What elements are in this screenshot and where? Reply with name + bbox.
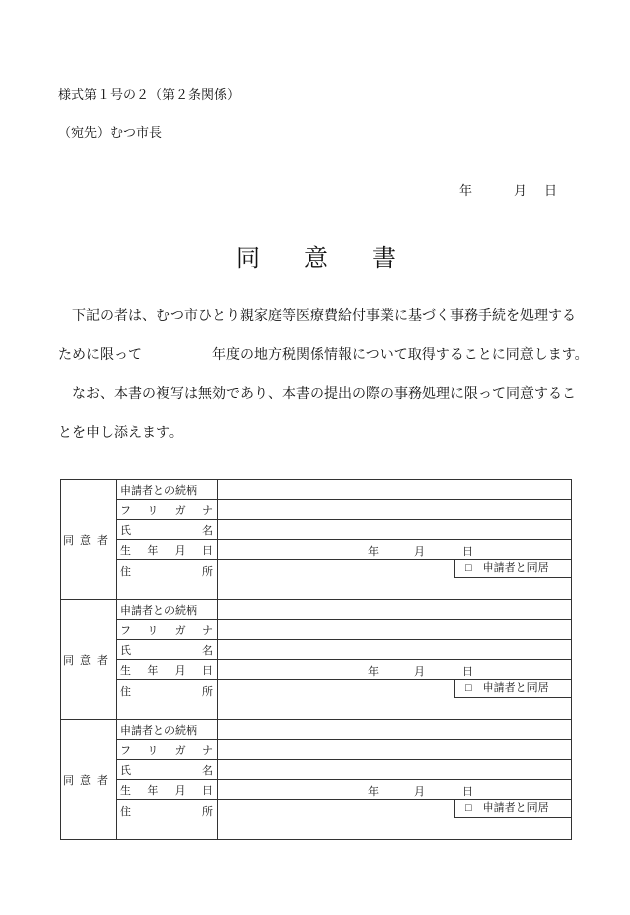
- label-char: リ: [147, 624, 159, 637]
- furigana-label: [117, 740, 218, 760]
- address-label: [117, 800, 218, 840]
- birthdate-label: [117, 660, 218, 680]
- label-char: 氏: [120, 524, 131, 537]
- label-char: フ: [120, 504, 131, 517]
- furigana-field[interactable]: [218, 620, 572, 640]
- body-line: ために限って 年度の地方税関係情報について取得することに同意します。: [58, 348, 589, 363]
- label-char: リ: [147, 504, 159, 517]
- consenter-block: [61, 720, 572, 740]
- label-char: 日: [201, 544, 213, 557]
- label-char: 年: [147, 664, 159, 677]
- relation-field[interactable]: [218, 600, 572, 620]
- birth-day-unit: 日: [462, 546, 473, 558]
- label-char: 氏: [120, 764, 131, 777]
- relation-label: 申請者との続柄: [117, 720, 218, 740]
- same-household-checkbox[interactable]: □ 申請者と同居: [454, 559, 572, 578]
- birthdate-field[interactable]: [218, 540, 572, 560]
- label-char: 名: [202, 764, 213, 777]
- date-year: 年: [459, 183, 473, 198]
- label-char: 氏: [120, 644, 131, 657]
- label-char: 名: [202, 644, 213, 657]
- group-label: 同意者: [61, 600, 117, 720]
- address-label: [117, 680, 218, 720]
- label-char: ガ: [174, 624, 186, 637]
- birth-month-unit: 月: [414, 666, 425, 678]
- name-field[interactable]: [218, 640, 572, 660]
- relation-field[interactable]: [218, 480, 572, 500]
- address-field[interactable]: [218, 560, 572, 600]
- body-line: 下記の者は、むつ市ひとり親家庭等医療費給付事業に基づく事務手続を処理する: [72, 309, 576, 324]
- label-char: 名: [202, 524, 213, 537]
- label-char: 住: [120, 686, 131, 698]
- birth-year-unit: 年: [368, 546, 379, 558]
- label-char: 生: [120, 544, 131, 557]
- body-line: とを申し添えます。: [58, 426, 183, 441]
- label-char: ナ: [201, 504, 213, 517]
- label-char: 生: [120, 784, 131, 797]
- name-field[interactable]: [218, 760, 572, 780]
- birth-day-unit: 日: [462, 786, 473, 798]
- birth-year-unit: 年: [368, 786, 379, 798]
- relation-label: 申請者との続柄: [117, 600, 218, 620]
- label-char: 月: [174, 784, 186, 797]
- name-label: [117, 520, 218, 540]
- label-char: 月: [174, 664, 186, 677]
- title-char: 同: [236, 246, 260, 272]
- name-field[interactable]: [218, 520, 572, 540]
- furigana-label: [117, 620, 218, 640]
- consenter-block: [61, 480, 572, 500]
- label-char: フ: [120, 744, 131, 757]
- body-line: なお、本書の複写は無効であり、本書の提出の際の事務処理に限って同意するこ: [72, 387, 576, 402]
- furigana-field[interactable]: [218, 500, 572, 520]
- group-label: 同意者: [61, 720, 117, 840]
- name-label: [117, 760, 218, 780]
- group-label: 同意者: [61, 480, 117, 600]
- birthdate-label: [117, 540, 218, 560]
- birth-month-unit: 月: [414, 786, 425, 798]
- label-char: ナ: [201, 624, 213, 637]
- birth-month-unit: 月: [414, 546, 425, 558]
- consenter-block: [61, 600, 572, 620]
- label-char: ガ: [174, 504, 186, 517]
- relation-field[interactable]: [218, 720, 572, 740]
- label-char: 日: [201, 664, 213, 677]
- label-char: 年: [147, 544, 159, 557]
- date-month: 月: [514, 183, 528, 198]
- addressee: （宛先）むつ市長: [58, 125, 163, 140]
- birthdate-label: [117, 780, 218, 800]
- label-char: 年: [147, 784, 159, 797]
- label-char: リ: [147, 744, 159, 757]
- title-char: 書: [372, 246, 396, 272]
- address-field[interactable]: [218, 800, 572, 840]
- label-char: 所: [202, 806, 213, 818]
- relation-label: 申請者との続柄: [117, 480, 218, 500]
- title-char: 意: [304, 246, 328, 272]
- birth-day-unit: 日: [462, 666, 473, 678]
- label-char: 生: [120, 664, 131, 677]
- address-field[interactable]: [218, 680, 572, 720]
- birthdate-field[interactable]: [218, 660, 572, 680]
- date-day: 日: [544, 183, 558, 198]
- furigana-field[interactable]: [218, 740, 572, 760]
- birthdate-field[interactable]: [218, 780, 572, 800]
- label-char: フ: [120, 624, 131, 637]
- label-char: 住: [120, 566, 131, 578]
- label-char: 所: [202, 566, 213, 578]
- label-char: ナ: [201, 744, 213, 757]
- name-label: [117, 640, 218, 660]
- address-label: [117, 560, 218, 600]
- label-char: ガ: [174, 744, 186, 757]
- furigana-label: [117, 500, 218, 520]
- same-household-checkbox[interactable]: □ 申請者と同居: [454, 679, 572, 698]
- label-char: 日: [201, 784, 213, 797]
- form-number: 様式第１号の２（第２条関係）: [58, 87, 241, 102]
- same-household-checkbox[interactable]: □ 申請者と同居: [454, 799, 572, 818]
- label-char: 住: [120, 806, 131, 818]
- consenter-table: [60, 479, 572, 840]
- label-char: 月: [174, 544, 186, 557]
- birth-year-unit: 年: [368, 666, 379, 678]
- label-char: 所: [202, 686, 213, 698]
